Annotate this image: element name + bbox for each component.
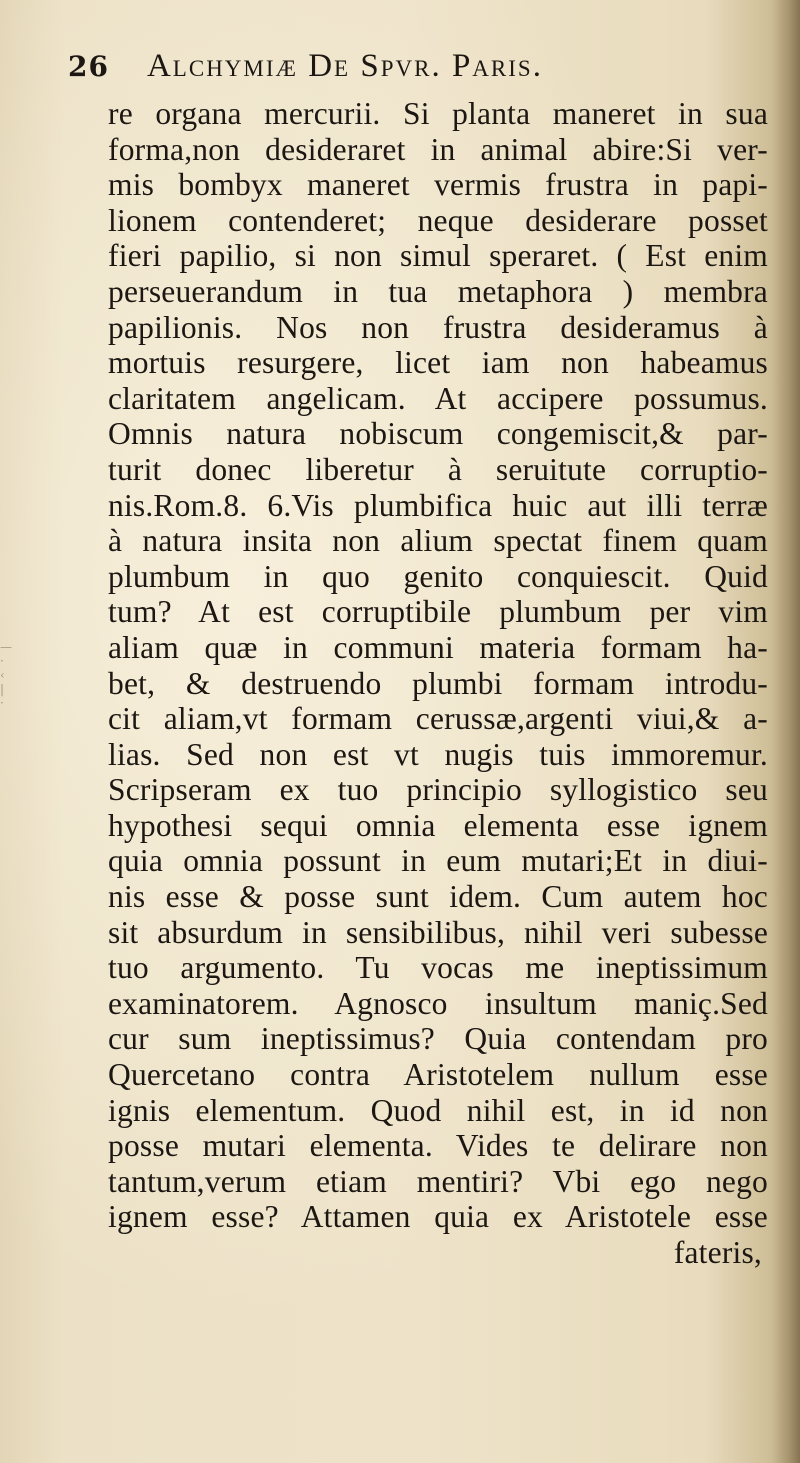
text-line: re organa mercurii. Si planta maneret in sua: [108, 96, 768, 131]
text-line: perseuerandum in tua metaphora ) membra: [108, 273, 768, 309]
text-line: examinatorem. Agnosco insultum maniç.Sed: [108, 985, 768, 1021]
text-line: turit donec liberetur à seruitute corruptio-: [108, 451, 768, 487]
text-line: posse mutari elementa. Vides te delirare non: [108, 1128, 768, 1164]
text-line: forma,non desideraret in animal abire:Si ver-: [108, 131, 768, 167]
text-line: lias. Sed non est vt nugis tuis immoremur.: [108, 736, 768, 772]
text-line: aliam quæ in communi materia formam ha-: [108, 629, 768, 665]
text-line: mis bombyx maneret vermis frustra in papi-: [108, 167, 768, 203]
text-line: lionem contenderet; neque desiderare posset: [108, 202, 768, 238]
text-line: tum? At est corruptibile plumbum per vim: [108, 594, 768, 630]
text-line: sit absurdum in sensibilibus, nihil veri subesse: [108, 914, 768, 950]
text-line: cur sum ineptissimus? Quia contendam pro: [108, 1021, 768, 1057]
catchword-line: fateris,: [673, 1235, 762, 1270]
margin-marks: — · ‹ | ·: [0, 640, 12, 710]
page-header: [68, 48, 768, 92]
text-line: ignis elementum. Quod nihil est, in id non: [108, 1092, 768, 1128]
text-line: à natura insita non alium spectat finem quam: [108, 523, 768, 559]
text-line: Quercetano contra Aristotelem nullum esse: [108, 1057, 768, 1093]
text-line: ignem esse? Attamen quia ex Aristotele esse: [108, 1199, 768, 1235]
text-line: fieri papilio, si non simul speraret. ( Est enim: [108, 238, 768, 274]
page-binding-shadow: [772, 0, 800, 1463]
text-line: plumbum in quo genito conquiescit. Quid: [108, 558, 768, 594]
text-line: hypothesi sequi omnia elementa esse ignem: [108, 807, 768, 843]
text-line: bet, & destruendo plumbi formam introdu-: [108, 665, 768, 701]
text-line: tuo argumento. Tu vocas me ineptissimum: [108, 950, 768, 986]
text-line: papilionis. Nos non frustra desideramus à: [108, 309, 768, 345]
text-line: claritatem angelicam. At accipere possumus.: [108, 380, 768, 416]
text-line: Scripseram ex tuo principio syllogistico seu: [108, 772, 768, 808]
text-line: nis esse & posse sunt idem. Cum autem hoc: [108, 879, 768, 915]
text-line: quia omnia possunt in eum mutari;Et in diui-: [108, 843, 768, 879]
body-text: [108, 96, 768, 1436]
text-line: cit aliam,vt formam cerussæ,argenti viui,& a-: [108, 701, 768, 737]
page-number: 26: [68, 50, 109, 83]
text-line: tantum,verum etiam mentiri? Vbi ego nego: [108, 1163, 768, 1199]
text-line: nis.Rom.8. 6.Vis plumbifica huic aut illi terræ: [108, 487, 768, 523]
text-line: mortuis resurgere, licet iam non habeamus: [108, 345, 768, 381]
text-line: Omnis natura nobiscum congemiscit,& par-: [108, 416, 768, 452]
running-title: Alchymiæ De Spvr. Paris.: [146, 48, 543, 84]
